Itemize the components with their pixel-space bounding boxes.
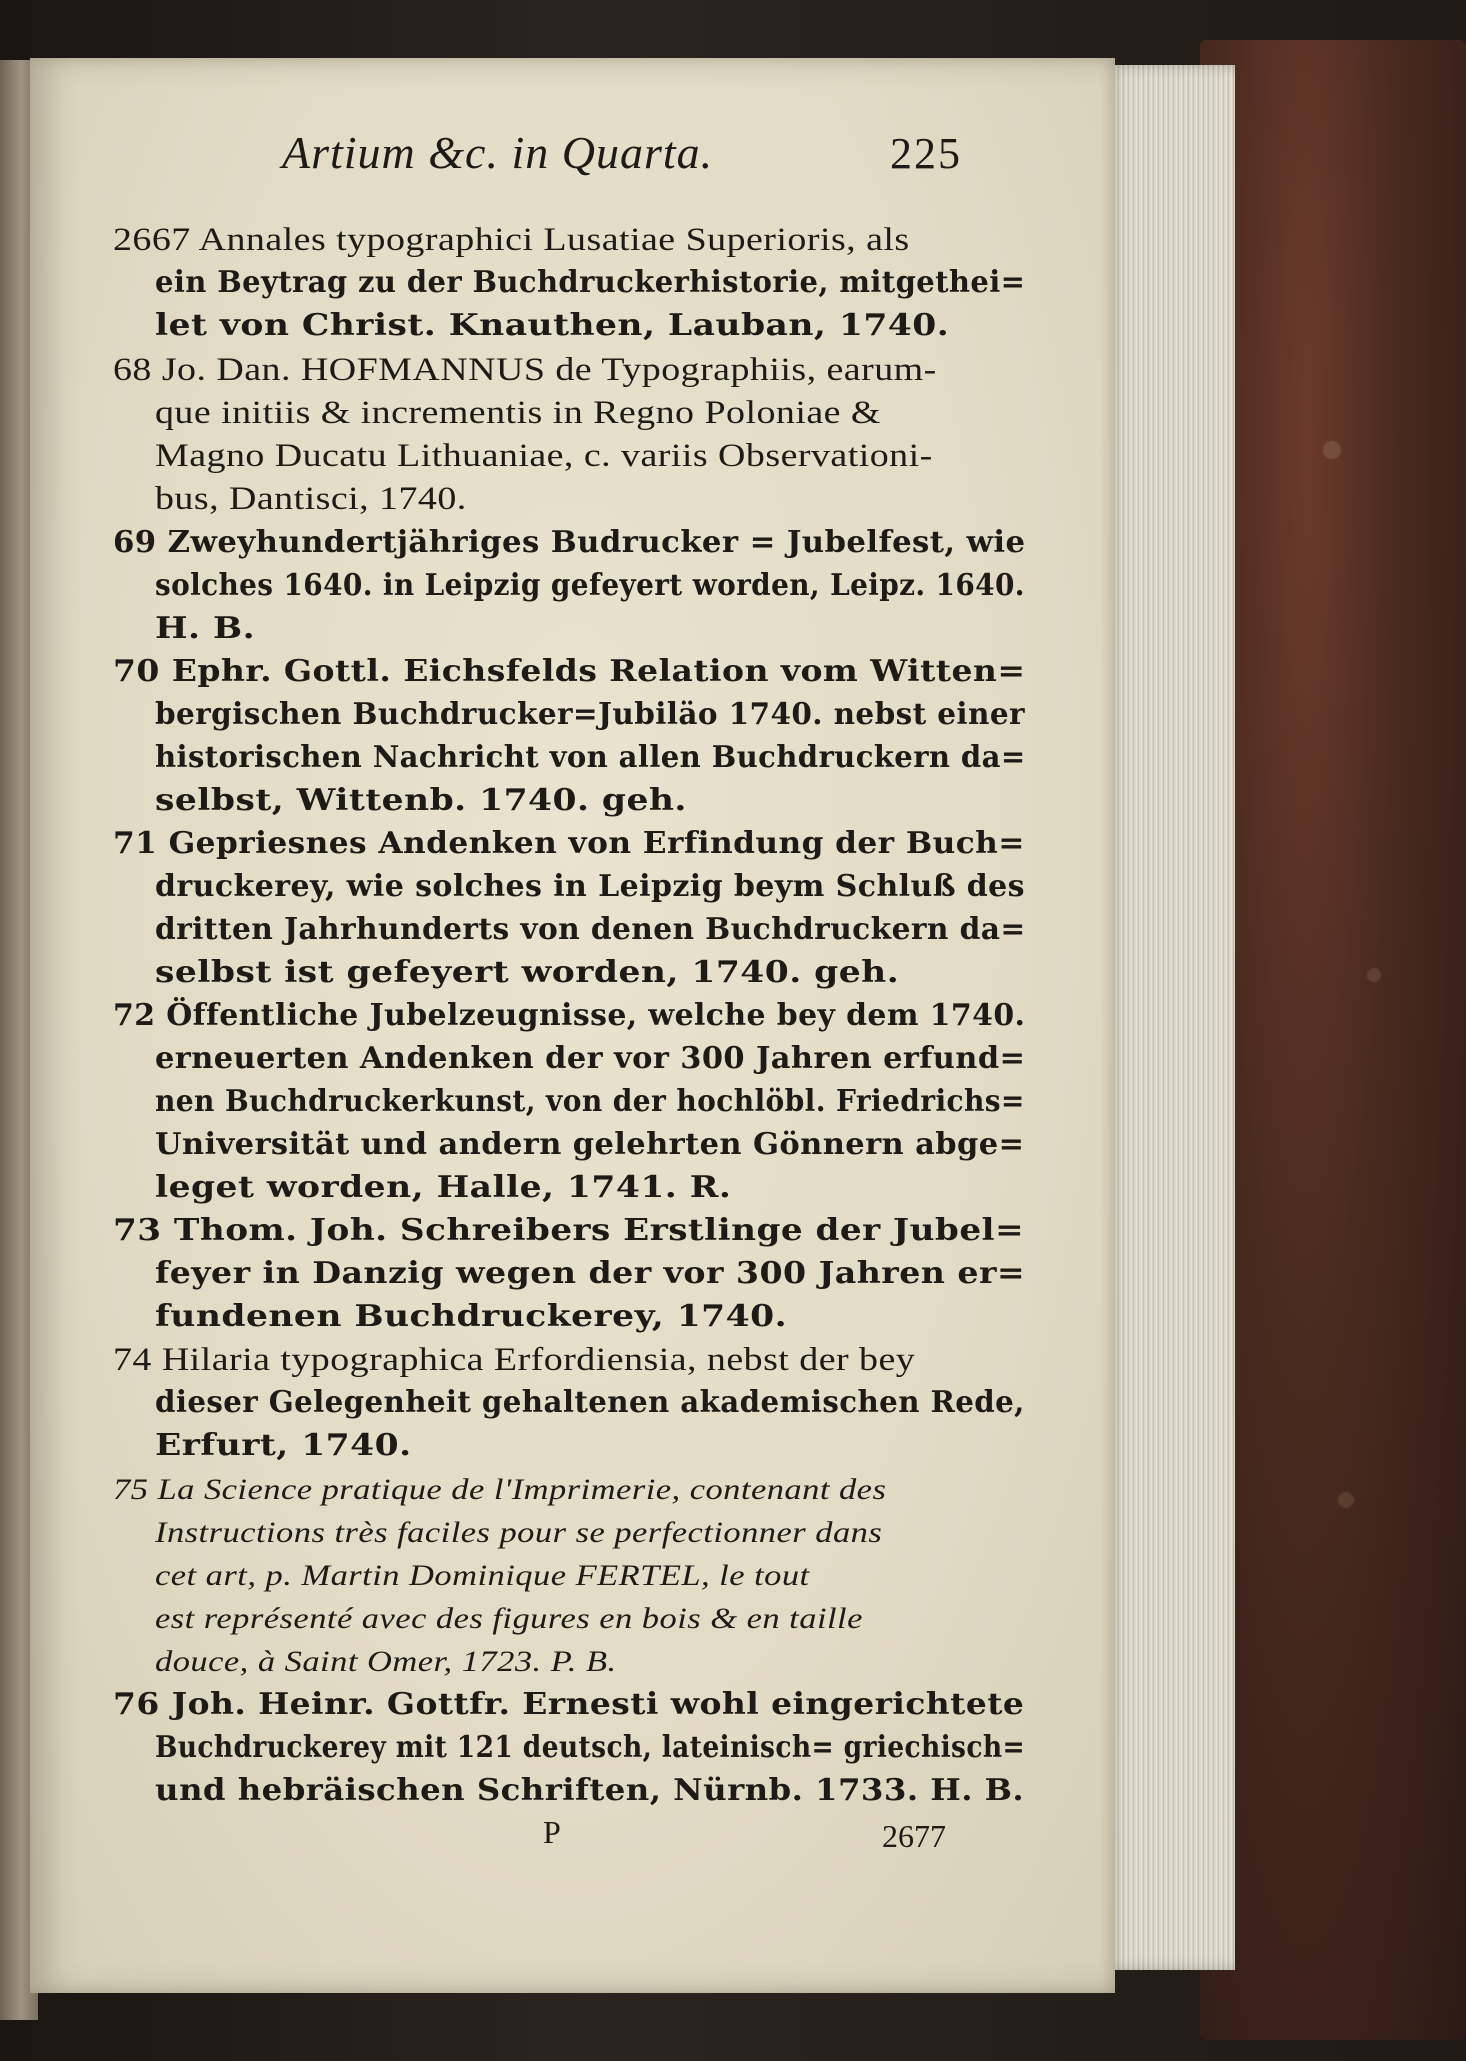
text-line: cet art, p. Martin Dominique FERTEL, le tout [155, 1559, 810, 1592]
text-line: Universität und andern gelehrten Gönnern abge= [155, 1127, 1025, 1162]
text-line: let von Christ. Knauthen, Lauban, 1740. [155, 308, 950, 343]
text-line: bergischen Buchdrucker=Jubiläo 1740. nebst einer [155, 697, 1025, 732]
text-line: 74 Hilaria typographica Erfordiensia, nebst der bey [113, 1342, 916, 1378]
text-line: Magno Ducatu Lithuaniae, c. variis Observationi- [155, 438, 933, 474]
book-page [30, 58, 1115, 1993]
page-text [30, 58, 1115, 1993]
running-title: Artium &c. in Quarta. [282, 127, 714, 178]
text-line: 73 Thom. Joh. Schreibers Erstlinge der Jubel= [113, 1213, 1025, 1248]
text-line: que initiis & incrementis in Regno Poloniae & [155, 395, 881, 431]
text-line: 69 Zweyhundertjähriges Budrucker = Jubelfest, wie [113, 525, 1026, 560]
catchword: 2677 [882, 1818, 946, 1854]
text-line: bus, Dantisci, 1740. [155, 481, 467, 517]
text-line: 68 Jo. Dan. HOFMANNUS de Typographiis, earum- [113, 352, 937, 388]
text-line: solches 1640. in Leipzig gefeyert worden, Leipz. 1640. [155, 568, 1025, 603]
text-line: 72 Öffentliche Jubelzeugnisse, welche bey dem 1740. [113, 998, 1026, 1033]
text-line: erneuerten Andenken der vor 300 Jahren erfund= [155, 1041, 1026, 1076]
text-line: selbst, Wittenb. 1740. geh. [155, 783, 687, 818]
page-edges [1105, 65, 1235, 1970]
text-line: 75 La Science pratique de l'Imprimerie, contenant des [113, 1473, 887, 1506]
text-line: dieser Gelegenheit gehaltenen akademischen Rede, [155, 1385, 1025, 1420]
text-line: 71 Gepriesnes Andenken von Erfindung der Buch= [113, 826, 1025, 861]
text-line: ein Beytrag zu der Buchdruckerhistorie, mitgethei= [155, 265, 1026, 300]
text-line: nen Buchdruckerkunst, von der hochlöbl. Friedrichs= [155, 1084, 1025, 1119]
text-line: und hebräischen Schriften, Nürnb. 1733. H. B. [155, 1773, 1025, 1808]
text-line: Erfurt, 1740. [155, 1428, 412, 1463]
text-line: feyer in Danzig wegen der vor 300 Jahren er= [155, 1256, 1026, 1291]
page-number: 225 [890, 129, 962, 178]
text-line: druckerey, wie solches in Leipzig beym Schluß des [155, 869, 1025, 904]
text-line: 70 Ephr. Gottl. Eichsfelds Relation vom Witten= [113, 654, 1026, 689]
text-line: selbst ist gefeyert worden, 1740. geh. [155, 955, 900, 990]
text-line: H. B. [155, 611, 256, 646]
text-line: leget worden, Halle, 1741. R. [155, 1170, 732, 1205]
text-line: fundenen Buchdruckerey, 1740. [155, 1299, 788, 1334]
running-header [282, 126, 1002, 186]
text-line: Buchdruckerey mit 121 deutsch, lateinisch= griechisch= [155, 1730, 1026, 1765]
text-line: douce, à Saint Omer, 1723. P. B. [155, 1645, 617, 1678]
text-line: historischen Nachricht von allen Buchdruckern da= [155, 740, 1026, 775]
text-line: dritten Jahrhunderts von denen Buchdruckern da= [155, 912, 1026, 947]
cover-texture [1290, 300, 1430, 1800]
text-line: est représenté avec des figures en bois & en taille [155, 1602, 863, 1635]
text-line: 76 Joh. Heinr. Gottfr. Ernesti wohl eingerichtete [113, 1687, 1025, 1722]
signature-mark: P [543, 1814, 561, 1850]
text-line: Instructions très faciles pour se perfectionner dans [155, 1516, 883, 1549]
text-line: 2667 Annales typographici Lusatiae Superioris, als [113, 222, 910, 258]
